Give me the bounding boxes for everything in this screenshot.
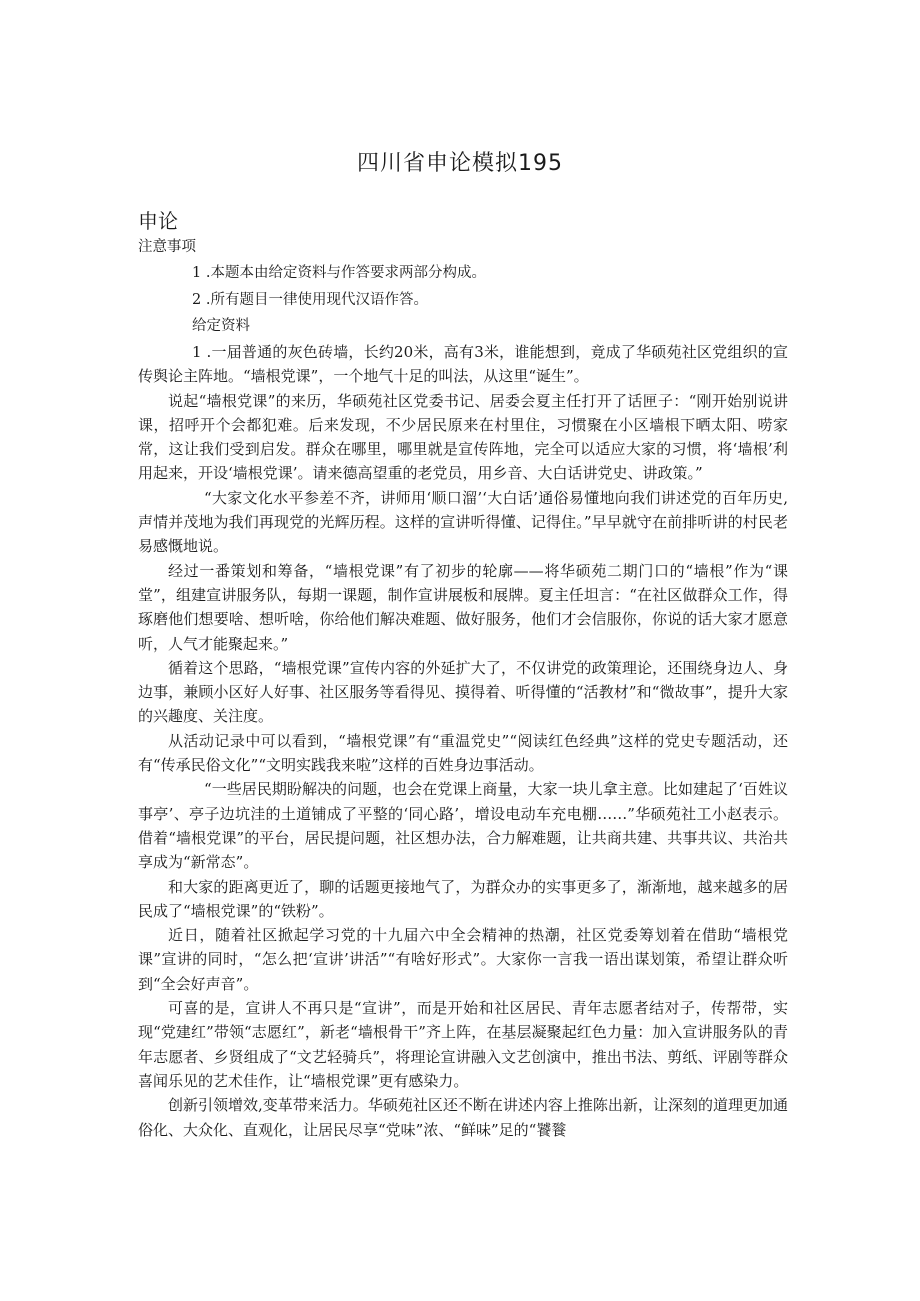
material-body [138, 340, 788, 1142]
paragraph: 1 .一届普通的灰色砖墙，长约20米，高有3米，谁能想到，竟成了华硕苑社区党组织的宣传舆论主阵地。“墙根党课”，一个地气十足的叫法，从这里“诞生”。 [138, 343, 788, 386]
notes-list [192, 260, 792, 314]
paragraph: 说起“墙根党课”的来历，华硕苑社区党委书记、居委会夏主任打开了话匣子：“刚开始别说讲课，招呼开个会都犯难。后来发现，不少居民原来在村里住，习惯聚在小区墙根下晒太阳、唠家常，这让我们受到启发。群众在哪里，哪里就是宣传阵地，完全可以适应大家的习惯，将‘墙根’利用起来，开设‘墙根党课’。请来德高望重的老党员，用乡音、大白话讲党史、讲政策。” [138, 391, 788, 483]
document-title: 四川省申论模拟195 [357, 151, 563, 176]
paragraph: 和大家的距离更近了，聊的话题更接地气了，为群众办的实事更多了，渐渐地，越来越多的居民成了“墙根党课”的“铁粉”。 [138, 877, 788, 920]
paragraph: 可喜的是，宣讲人不再只是“宣讲”，而是开始和社区居民、青年志愿者结对子，传帮带，实现“党建红”带领“志愿红”，新老“墙根骨干”齐上阵，在基层凝聚起红色力量：加入宣讲服务队的青年志愿者、乡贤组成了“文艺轻骑兵”，将理论宣讲融入文艺创演中，推出书法、剪纸、评剧等群众喜闻乐见的艺术佳作，让“墙根党课”更有感染力。 [138, 999, 788, 1090]
paragraph: 经过一番策划和筹备，“墙根党课”有了初步的轮廓——将华硕苑二期门口的“墙根”作为“课堂”，组建宣讲服务队，每期一课题，制作宣讲展板和展牌。夏主任坦言：“在社区做群众工作，得琢磨他们想要啥、想听啥，你给他们解决难题、做好服务，他们才会信服你，你说的话大家才愿意听，人气才能聚起来。” [138, 561, 788, 653]
material-label: 给定资料 [192, 318, 250, 334]
notice-label: 注意事项 [138, 239, 196, 255]
paragraph: 从活动记录中可以看到，“墙根党课”有“重温党史”“阅读红色经典”这样的党史专题活动，还有“传承民俗文化”“文明实践我来啦”这样的百姓身边事活动。 [138, 731, 788, 775]
section-heading: 申论 [138, 209, 178, 233]
paragraph: 近日，随着社区掀起学习党的十九届六中全会精神的热潮，社区党委筹划着在借助“墙根党课”宣讲的同时，“怎么把‘宣讲’讲活”“有啥好形式”。大家你一言我一语出谋划策，希望让群众听到“全会好声音”。 [138, 926, 788, 993]
paragraph: “大家文化水平参差不齐，讲师用‘顺口溜’‘大白话’通俗易懂地向我们讲述党的百年历史,声情并茂地为我们再现党的光辉历程。这样的宣讲听得懂、记得住。”早早就守在前排听讲的村民老易感慨地说。 [138, 488, 788, 556]
paragraph: 创新引领增效,变革带来活力。华硕苑社区还不断在讲述内容上推陈出新，让深刻的道理更加通俗化、大众化、直观化，让居民尽享“党味”浓、“鲜味”足的“饕餮 [138, 1096, 788, 1139]
note-item: 2 .所有题目一律使用现代汉语作答。 [192, 292, 428, 308]
note-item: 1 .本题本由给定资料与作答要求两部分构成。 [192, 265, 486, 281]
paragraph: “一些居民期盼解决的问题，也会在党课上商量，大家一块儿拿主意。比如建起了‘百姓议事亭’、亭子边坑洼的土道铺成了平整的‘同心路’，增设电动车充电棚……”华硕苑社工小赵表示。借着“墙根党课”的平台，居民提问题，社区想办法，合力解难题，让共商共建、共事共议、共治共享成为“新常态”。 [138, 780, 788, 872]
paragraph: 循着这个思路，“墙根党课”宣传内容的外延扩大了，不仅讲党的政策理论，还围绕身边人、身边事，兼顾小区好人好事、社区服务等看得见、摸得着、听得懂的“活教材”和“微故事”，提升大家的兴趣度、关注度。 [138, 658, 788, 726]
